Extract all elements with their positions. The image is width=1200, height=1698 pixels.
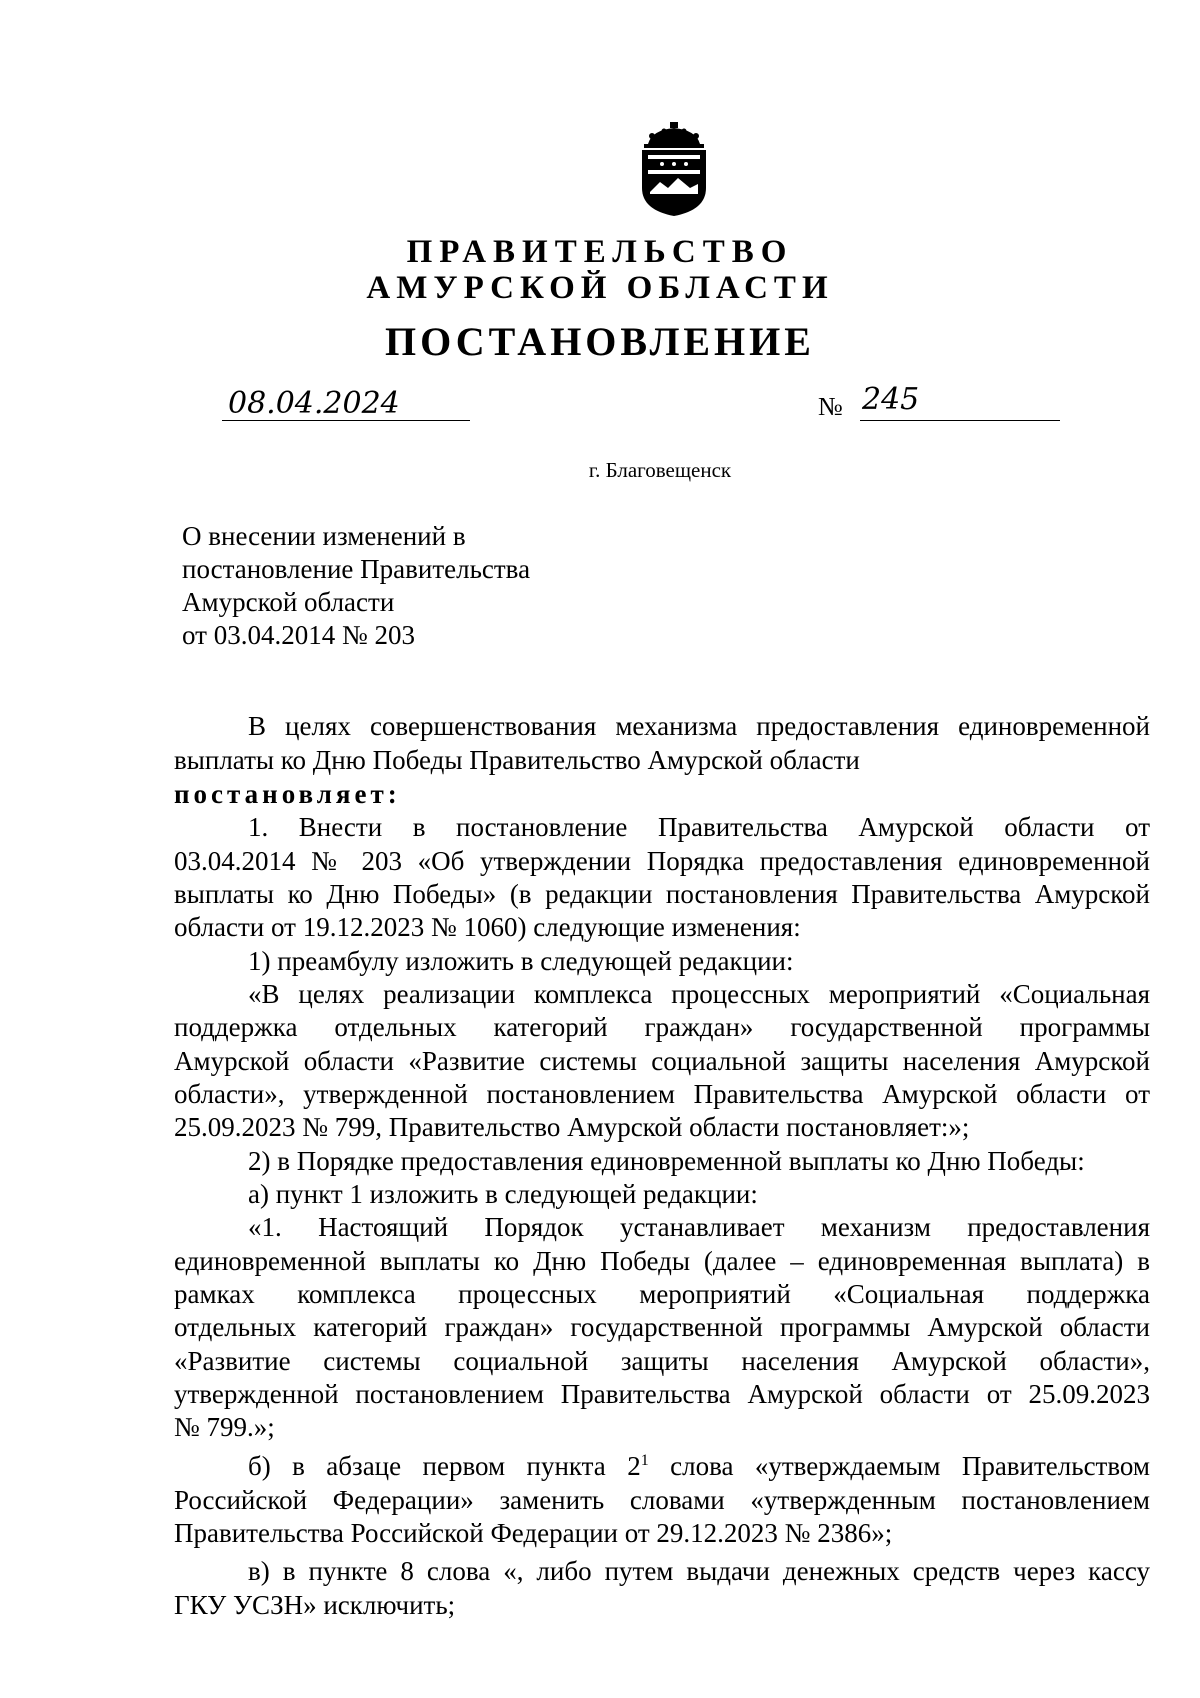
subject-line: постановление Правительства — [182, 554, 531, 584]
body-line: области от 19.12.2023 № 1060) следующие изменения: — [174, 912, 801, 942]
city-name: г. Благовещенск — [588, 458, 732, 482]
body-line: «В целях реализации комплекса процессных мероприятий «Социальная — [248, 979, 1150, 1009]
body-line: области», утвержденной постановлением Правительства Амурской области от — [174, 1079, 1150, 1109]
coat-of-arms-icon — [634, 122, 714, 218]
body-line: В целях совершенствования механизма предоставления единовременной — [248, 711, 1150, 741]
number-underline — [860, 420, 1060, 421]
body-line: утвержденной постановлением Правительства Амурской области от 25.09.2023 — [174, 1379, 1150, 1409]
body-line: 2) в Порядке предоставления единовременной выплаты ко Дню Победы: — [248, 1146, 1085, 1176]
body-line: Российской Федерации» заменить словами «утвержденным постановлением — [174, 1485, 1150, 1515]
handwritten-number: 245 — [862, 382, 920, 417]
body-line: поддержка отдельных категорий граждан» государственной программы — [174, 1012, 1150, 1042]
body-line: «Развитие системы социальной защиты населения Амурской области», — [174, 1346, 1150, 1376]
body-line: «1. Настоящий Порядок устанавливает механизм предоставления — [248, 1212, 1150, 1242]
body-line: выплаты ко Дню Победы» (в редакции постановления Правительства Амурской — [174, 879, 1150, 909]
body-line: а) пункт 1 изложить в следующей редакции: — [248, 1179, 758, 1209]
body-line — [248, 1450, 1150, 1482]
body-line: единовременной выплаты ко Дню Победы (далее – единовременная выплата) в — [174, 1246, 1150, 1276]
superscript: 1 — [640, 1452, 649, 1469]
header-government: ПРАВИТЕЛЬСТВО — [406, 234, 794, 270]
date-underline — [222, 420, 470, 421]
body-line: выплаты ко Дню Победы Правительство Амурской области — [174, 745, 860, 775]
subject-line: О внесении изменений в — [182, 521, 466, 551]
body-line: 25.09.2023 № 799, Правительство Амурской области постановляет:»; — [174, 1112, 970, 1142]
body-line: Амурской области «Развитие системы социальной защиты населения Амурской — [174, 1046, 1150, 1076]
document-type-title: ПОСТАНОВЛЕНИЕ — [385, 319, 815, 364]
subject-line: Амурской области — [182, 587, 395, 617]
body-line: № 799.»; — [174, 1412, 275, 1442]
body-line: 1) преамбулу изложить в следующей редакции: — [248, 946, 794, 976]
body-line: 03.04.2014 № 203 «Об утверждении Порядка предоставления единовременной — [174, 846, 1150, 876]
body-line: Правительства Российской Федерации от 29.12.2023 № 2386»; — [174, 1518, 893, 1548]
body-line: рамках комплекса процессных мероприятий «Социальная поддержка — [174, 1279, 1150, 1309]
body-line: в) в пункте 8 слова «, либо путем выдачи денежных средств через кассу — [248, 1556, 1150, 1586]
body-text: б) в абзаце первом пункта 2 — [248, 1451, 641, 1481]
body-line: 1. Внести в постановление Правительства Амурской области от — [248, 812, 1150, 842]
body-line: ГКУ УСЗН» исключить; — [174, 1590, 456, 1620]
number-label: № — [818, 392, 843, 421]
header-region: АМУРСКОЙ ОБЛАСТИ — [366, 270, 834, 306]
body-text: слова «утверждаемым Правительством — [648, 1451, 1150, 1481]
resolves-word: постановляет: — [174, 779, 401, 809]
subject-line: от 03.04.2014 № 203 — [182, 620, 415, 650]
handwritten-date: 08.04.2024 — [228, 386, 400, 421]
body-line: отдельных категорий граждан» государственной программы Амурской области — [174, 1312, 1150, 1342]
